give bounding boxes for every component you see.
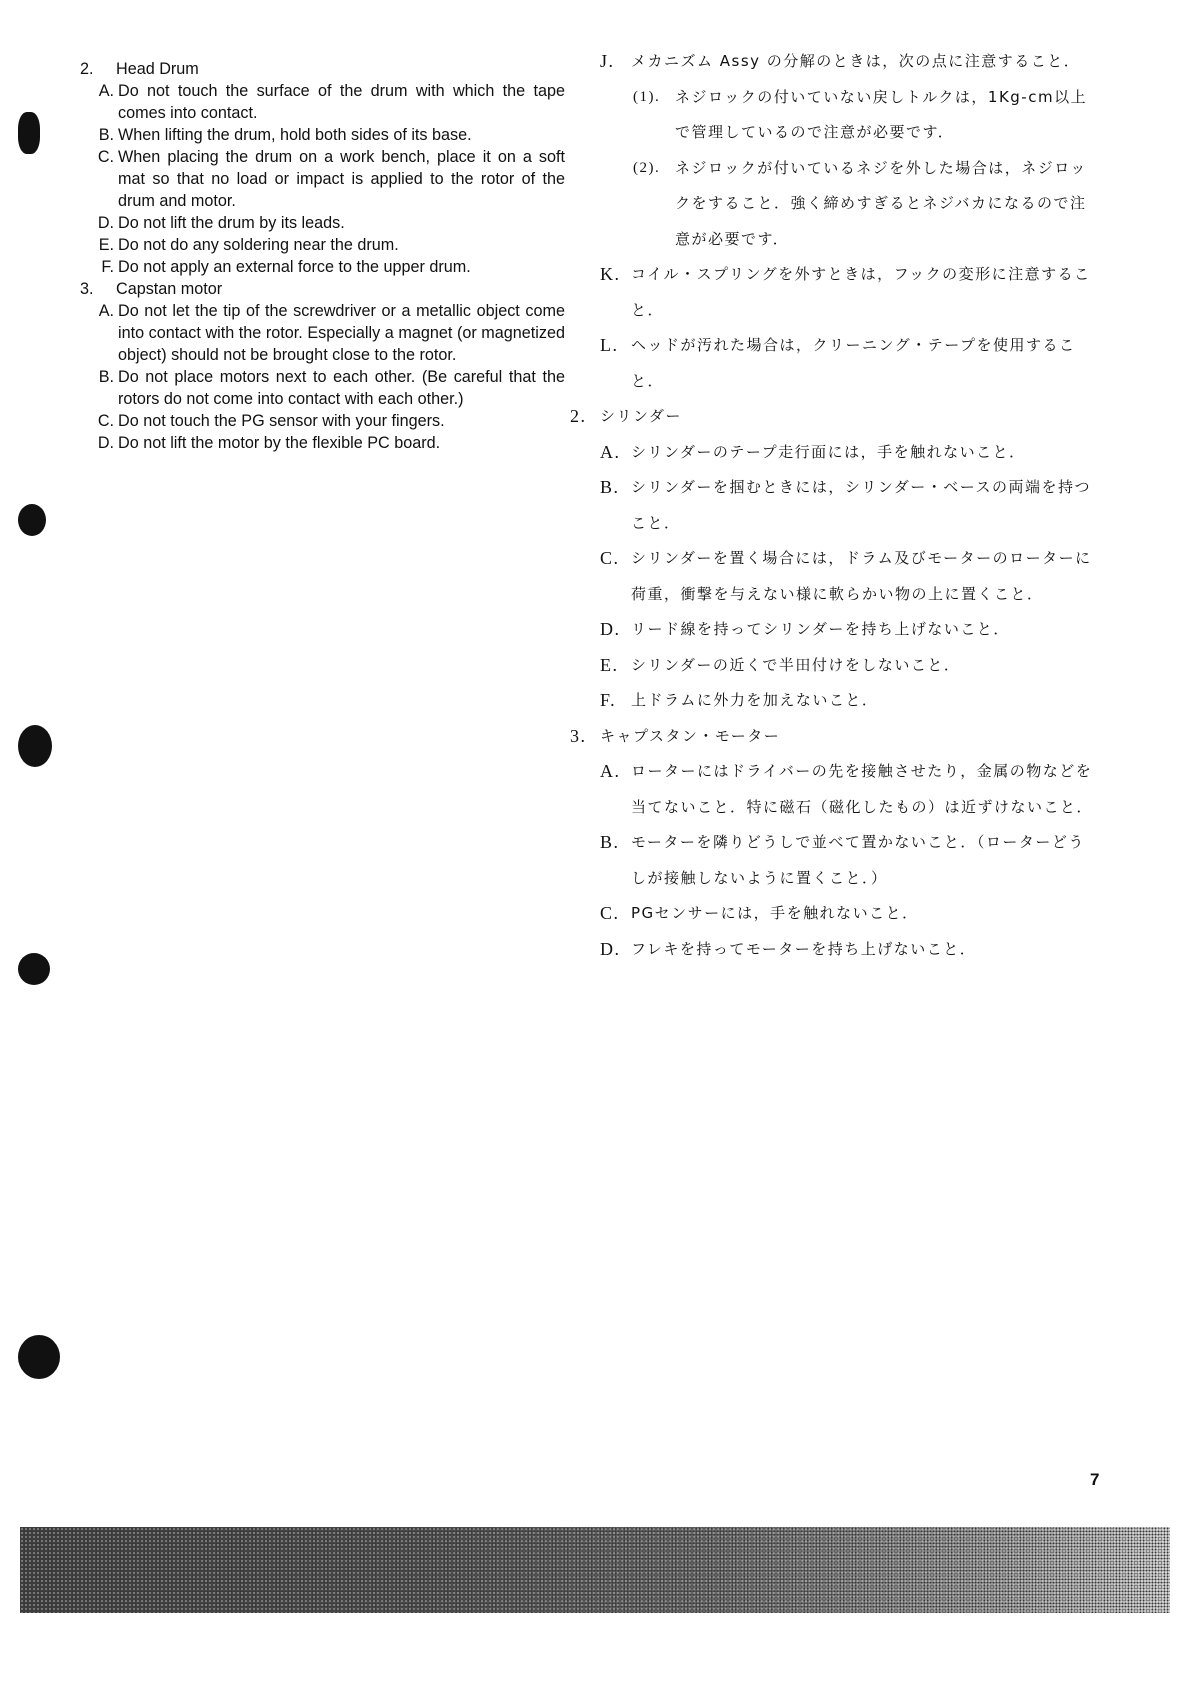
item-letter: A. xyxy=(98,82,114,100)
item-letter: C. xyxy=(97,148,114,166)
item-letter: J. xyxy=(600,51,615,71)
item-letter: B. xyxy=(600,477,620,497)
item-letter: D. xyxy=(97,434,114,452)
section-title: シリンダー xyxy=(600,407,682,425)
japanese-column xyxy=(570,44,1100,967)
sub-item xyxy=(600,80,1100,151)
list-item xyxy=(600,648,1100,684)
list-item xyxy=(80,432,565,454)
binding-hole-3 xyxy=(18,725,52,767)
item-text: Do not do any soldering near the drum. xyxy=(118,236,399,254)
item-letter: C. xyxy=(600,548,620,568)
list-item-k xyxy=(600,257,1100,328)
item-letter: A. xyxy=(600,761,621,781)
list-item xyxy=(600,754,1100,825)
item-text: リード線を持ってシリンダーを持ち上げないこと． xyxy=(631,620,1010,638)
section-capstan-motor-heading xyxy=(80,278,565,300)
item-letter: B. xyxy=(600,832,620,852)
item-letter: (2). xyxy=(633,159,661,176)
halftone-scan-band xyxy=(20,1527,1170,1613)
item-letter: C. xyxy=(600,903,620,923)
item-letter: F. xyxy=(101,258,114,276)
english-column xyxy=(80,58,565,454)
item-text: Do not let the tip of the screwdriver or a metallic object come into contact with the rotor. Especially a magnet (or magnetized object) should not be brought close to the rotor. xyxy=(118,302,565,364)
item-text: フレキを持ってモーターを持ち上げないこと． xyxy=(631,939,977,958)
list-item xyxy=(600,612,1100,648)
item-text: Do not touch the PG sensor with your fingers. xyxy=(118,412,445,430)
item-letter: B. xyxy=(98,126,114,144)
item-text: Do not lift the motor by the flexible PC board. xyxy=(118,434,441,452)
item-letter: A. xyxy=(98,302,114,320)
item-text: Do not place motors next to each other. (Be careful that the rotors do not come into contact with each other.) xyxy=(118,368,565,408)
section-number: 3. xyxy=(570,725,587,746)
list-item xyxy=(600,896,1100,932)
list-item xyxy=(80,124,565,146)
list-item xyxy=(80,80,565,124)
list-item xyxy=(600,932,1100,968)
binding-hole-4 xyxy=(18,953,50,985)
item-text: シリンダーを掴むときには，シリンダー・ベースの両端を持つこと． xyxy=(631,478,1092,532)
list-item xyxy=(600,541,1100,612)
list-item xyxy=(80,212,565,234)
section-title: Capstan motor xyxy=(116,280,223,298)
item-letter: L. xyxy=(600,335,619,355)
binding-hole-5 xyxy=(18,1335,60,1379)
item-letter: C. xyxy=(97,412,114,430)
section-number: 3. xyxy=(80,280,94,298)
item-letter: A. xyxy=(600,441,621,462)
item-text: Do not touch the surface of the drum with which the tape comes into contact. xyxy=(118,82,565,122)
section-title: キャプスタン・モーター xyxy=(600,726,781,745)
page-number: 7 xyxy=(1090,1470,1100,1489)
item-text: ヘッドが汚れた場合は，クリーニング・テープを使用すること． xyxy=(631,336,1076,390)
item-text: ネジロックの付いていない戻しトルクは，1Kg-cm以上で管理しているので注意が必要です． xyxy=(675,87,1088,141)
item-text: PGセンサーには，手を触れないこと． xyxy=(631,904,919,922)
binding-hole-1 xyxy=(18,112,40,154)
item-text: メカニズム Assy の分解のときは，次の点に注意すること． xyxy=(631,52,1081,70)
list-item xyxy=(600,470,1100,541)
section-cylinder-heading xyxy=(570,399,1100,435)
section-title: Head Drum xyxy=(116,60,199,78)
list-item xyxy=(80,234,565,256)
item-letter: (1). xyxy=(633,88,661,105)
item-letter: D. xyxy=(97,214,114,232)
sub-item xyxy=(600,151,1100,258)
item-letter: K. xyxy=(600,264,621,284)
item-letter: D. xyxy=(600,938,621,959)
item-text: When placing the drum on a work bench, place it on a soft mat so that no load or impact is applied to the rotor of the drum and motor. xyxy=(118,148,565,210)
item-letter: F. xyxy=(600,690,617,710)
item-text: Do not apply an external force to the upper drum. xyxy=(118,258,471,276)
list-item xyxy=(600,825,1100,896)
list-item xyxy=(80,410,565,432)
item-text: ローターにはドライバーの先を接触させたり，金属の物などを当てないこと．特に磁石（磁化したもの）は近ずけないこと． xyxy=(631,762,1094,816)
item-text: 上ドラムに外力を加えないこと． xyxy=(631,691,879,709)
item-text: シリンダーを置く場合には，ドラム及びモーターのローターに荷重，衝撃を与えない様に軟らかい物の上に置くこと． xyxy=(631,549,1092,603)
binding-hole-2 xyxy=(18,504,46,536)
item-letter: D. xyxy=(600,619,621,639)
item-text: シリンダーのテープ走行面には，手を触れないこと． xyxy=(631,442,1026,461)
item-text: コイル・スプリングを外すときは，フックの変形に注意すること． xyxy=(631,265,1091,319)
item-letter: E. xyxy=(600,654,619,675)
list-item xyxy=(80,300,565,366)
item-text: Do not lift the drum by its leads. xyxy=(118,214,345,232)
item-text: シリンダーの近くで半田付けをしないこと． xyxy=(631,655,961,674)
list-item xyxy=(80,366,565,410)
item-text: モーターを隣りどうしで並べて置かないこと．（ローターどうしが接触しないように置くこと．） xyxy=(631,833,1085,887)
list-item-j xyxy=(600,44,1100,80)
list-item xyxy=(600,435,1100,471)
list-item xyxy=(600,683,1100,719)
section-number: 2. xyxy=(80,60,94,78)
section-number: 2. xyxy=(570,406,587,426)
list-item-l xyxy=(600,328,1100,399)
item-text: ネジロックが付いているネジを外した場合は，ネジロックをすること．強く締めすぎるとネジバカになるので注意が必要です． xyxy=(675,158,1087,248)
item-text: When lifting the drum, hold both sides of its base. xyxy=(118,126,472,144)
section-capstan-motor-jp-heading xyxy=(570,719,1100,755)
list-item xyxy=(80,256,565,278)
item-letter: B. xyxy=(98,368,114,386)
section-head-drum-heading xyxy=(80,58,565,80)
list-item xyxy=(80,146,565,212)
item-letter: E. xyxy=(98,236,114,254)
